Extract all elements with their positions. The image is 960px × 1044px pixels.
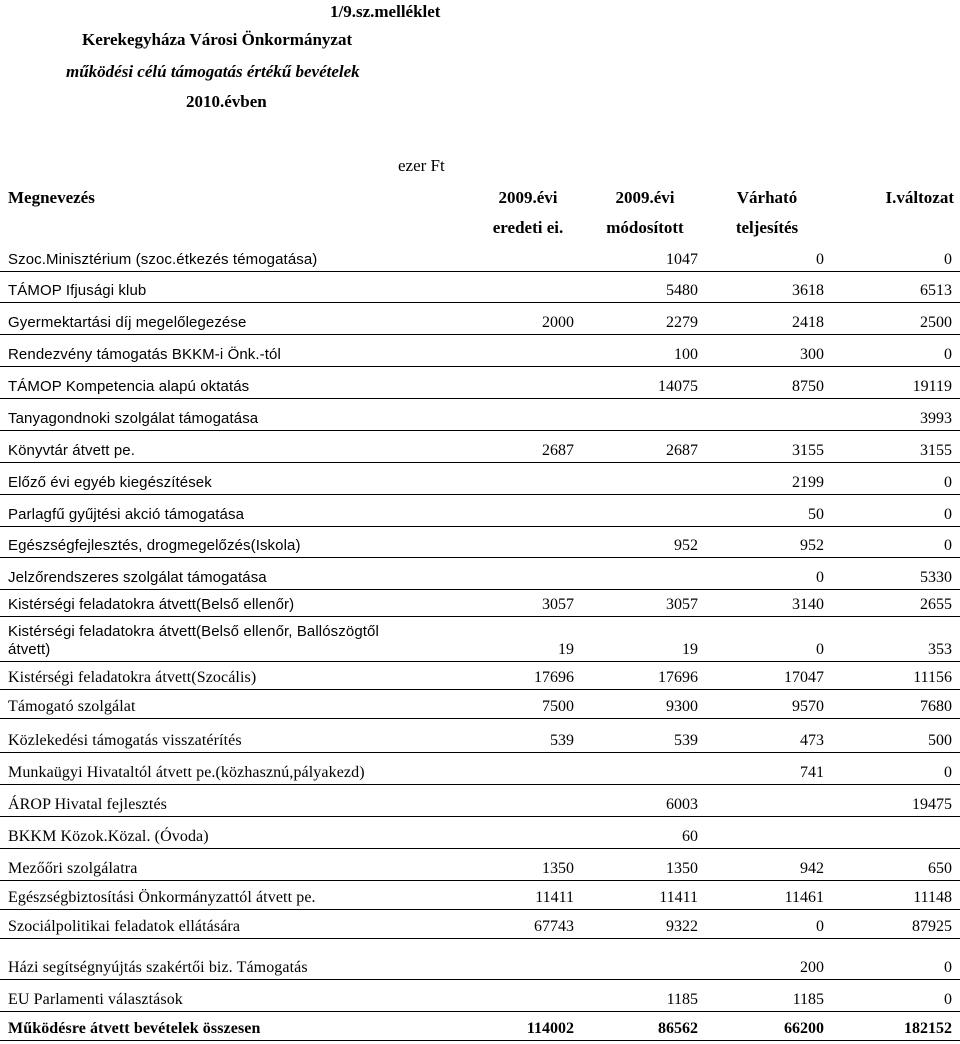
row-label: Egészségfejlesztés, drogmegelőzés(Iskola) — [8, 537, 301, 554]
table-row — [0, 617, 960, 662]
cell-modified: 1185 — [666, 991, 698, 1008]
table-row — [0, 399, 960, 431]
cell-expected: 17047 — [784, 669, 824, 686]
row-label: Házi segítségnyújtás szakértői biz. Támogatás — [8, 959, 308, 976]
row-label: Szoc.Minisztérium (szoc.étkezés témogatása) — [8, 251, 318, 268]
row-label: EU Parlamenti választások — [8, 991, 183, 1008]
cell-expected: 741 — [800, 764, 824, 781]
cell-original: 3057 — [542, 596, 574, 613]
cell-expected: 1185 — [792, 991, 824, 1008]
cell-modified: 14075 — [658, 378, 698, 395]
cell-modified: 1350 — [666, 860, 698, 877]
row-label: Szociálpolitikai feladatok ellátására — [8, 918, 241, 935]
cell-variant: 7680 — [920, 698, 952, 715]
cell-original: 2687 — [542, 442, 574, 459]
row-label: Kistérségi feladatokra átvett(Szocális) — [8, 669, 257, 686]
cell-expected: 300 — [800, 346, 824, 363]
column-header-expected-sub: teljesítés — [735, 218, 799, 237]
cell-modified: 539 — [674, 732, 698, 749]
column-header-modified: 2009.évi — [615, 188, 675, 207]
row-label: Egészségbiztosítási Önkormányzattól átvett pe. — [8, 889, 316, 906]
cell-variant: 19119 — [912, 378, 952, 395]
cell-original: 1350 — [542, 860, 574, 877]
cell-expected: 66200 — [784, 1020, 824, 1037]
table-row — [0, 910, 960, 939]
cell-expected: 3140 — [792, 596, 824, 613]
cell-variant: 3993 — [920, 410, 952, 427]
cell-variant: 182152 — [904, 1020, 952, 1037]
cell-original: 11411 — [535, 889, 574, 906]
cell-variant: 0 — [944, 537, 952, 554]
row-label: Jelzőrendszeres szolgálat támogatása — [8, 569, 267, 586]
cell-expected: 2418 — [792, 314, 824, 331]
document-year: 2010.évben — [186, 92, 267, 111]
cell-modified: 11411 — [659, 889, 698, 906]
row-label: TÁMOP Ifjusági klub — [8, 282, 147, 299]
cell-modified: 86562 — [658, 1020, 698, 1037]
cell-modified: 100 — [674, 346, 698, 363]
cell-modified: 6003 — [666, 796, 698, 813]
unit-label: ezer Ft — [398, 156, 445, 175]
cell-variant: 0 — [944, 764, 952, 781]
table-row — [0, 980, 960, 1012]
row-label — [8, 623, 379, 659]
cell-expected: 3618 — [792, 282, 824, 299]
table-row — [0, 303, 960, 335]
row-label: ÁROP Hivatal fejlesztés — [8, 796, 168, 813]
table-row — [0, 367, 960, 399]
table-row — [0, 558, 960, 590]
cell-variant: 353 — [928, 641, 952, 658]
column-header-variant: I.változat — [885, 188, 954, 207]
cell-expected: 50 — [808, 506, 824, 523]
column-header-original-sub: eredeti ei. — [492, 218, 564, 237]
cell-original: 7500 — [542, 698, 574, 715]
row-label: Működésre átvett bevételek összesen — [8, 1020, 261, 1037]
cell-variant: 500 — [928, 732, 952, 749]
cell-variant: 0 — [944, 251, 952, 268]
row-label: TÁMOP Kompetencia alapú oktatás — [8, 378, 250, 395]
cell-variant: 0 — [944, 346, 952, 363]
cell-original: 67743 — [534, 918, 574, 935]
cell-expected: 0 — [816, 569, 824, 586]
cell-variant: 19475 — [912, 796, 952, 813]
row-label: Támogató szolgálat — [8, 698, 136, 715]
cell-modified: 2687 — [666, 442, 698, 459]
cell-variant: 3155 — [920, 442, 952, 459]
table-row — [0, 272, 960, 303]
table-row — [0, 817, 960, 849]
cell-expected: 952 — [800, 537, 824, 554]
document-subtitle: működési célú támogatás értékű bevételek — [66, 62, 360, 81]
column-header-name: Megnevezés — [8, 188, 95, 207]
table-row — [0, 690, 960, 719]
row-label: Mezőőri szolgálatra — [8, 860, 138, 877]
cell-variant: 11148 — [913, 889, 952, 906]
table-row — [0, 753, 960, 785]
cell-original: 2000 — [542, 314, 574, 331]
row-label: Gyermektartási díj megelőlegezése — [8, 314, 247, 331]
cell-modified: 3057 — [666, 596, 698, 613]
cell-expected: 942 — [800, 860, 824, 877]
cell-variant: 0 — [944, 474, 952, 491]
cell-expected: 0 — [816, 918, 824, 935]
table-row — [0, 463, 960, 495]
cell-variant: 6513 — [920, 282, 952, 299]
cell-modified: 5480 — [666, 282, 698, 299]
cell-expected: 0 — [816, 251, 824, 268]
cell-modified: 1047 — [666, 251, 698, 268]
cell-modified: 9300 — [666, 698, 698, 715]
column-header-original: 2009.évi — [498, 188, 558, 207]
document-title: Kerekegyháza Városi Önkormányzat — [82, 30, 353, 49]
cell-variant: 2655 — [920, 596, 952, 613]
cell-modified: 952 — [674, 537, 698, 554]
table-row — [0, 335, 960, 367]
cell-variant: 0 — [944, 991, 952, 1008]
table-row — [0, 719, 960, 753]
row-label-line1: Kistérségi feladatokra átvett(Belső ellenőr, Ballószögtől — [8, 623, 379, 640]
cell-variant: 0 — [944, 506, 952, 523]
cell-modified: 9322 — [666, 918, 698, 935]
row-label-line2: átvett) — [8, 641, 51, 658]
row-label: Közlekedési támogatás visszatérítés — [8, 732, 242, 749]
row-label: Rendezvény támogatás BKKM-i Önk.-tól — [8, 346, 281, 363]
row-label: Kistérségi feladatokra átvett(Belső ellenőr) — [8, 596, 295, 613]
row-label: Könyvtár átvett pe. — [8, 442, 135, 459]
table-row — [0, 241, 960, 272]
cell-modified: 2279 — [666, 314, 698, 331]
cell-expected: 3155 — [792, 442, 824, 459]
table-row-total — [0, 1012, 960, 1041]
table-row — [0, 939, 960, 980]
cell-expected: 2199 — [792, 474, 824, 491]
row-label: Tanyagondnoki szolgálat támogatása — [8, 410, 259, 427]
cell-modified: 17696 — [658, 669, 698, 686]
table-row — [0, 785, 960, 817]
table-row — [0, 849, 960, 881]
row-label: Előző évi egyéb kiegészítések — [8, 474, 212, 491]
cell-expected: 473 — [800, 732, 824, 749]
cell-original: 114002 — [526, 1020, 574, 1037]
cell-variant: 0 — [944, 959, 952, 976]
cell-original: 17696 — [534, 669, 574, 686]
cell-variant: 11156 — [913, 669, 952, 686]
annex-label: 1/9.sz.melléklet — [330, 2, 441, 21]
cell-variant: 650 — [928, 860, 952, 877]
cell-expected: 8750 — [792, 378, 824, 395]
table-row — [0, 495, 960, 527]
cell-expected: 11461 — [784, 889, 824, 906]
cell-modified: 19 — [682, 641, 698, 658]
cell-variant: 5330 — [920, 569, 952, 586]
row-label: Parlagfű gyűjtési akció támogatása — [8, 506, 245, 523]
cell-modified: 60 — [682, 828, 698, 845]
cell-variant: 2500 — [920, 314, 952, 331]
cell-expected: 9570 — [792, 698, 824, 715]
column-header-expected: Várható — [736, 188, 798, 207]
column-header-modified-sub: módosított — [606, 218, 684, 237]
table-row — [0, 881, 960, 910]
cell-expected: 0 — [816, 641, 824, 658]
cell-original: 539 — [550, 732, 574, 749]
table-row — [0, 662, 960, 690]
row-label: BKKM Közok.Közal. (Óvoda) — [8, 828, 209, 845]
table-row — [0, 431, 960, 463]
table-row — [0, 590, 960, 617]
cell-variant: 87925 — [912, 918, 952, 935]
table-row — [0, 527, 960, 558]
cell-original: 19 — [558, 641, 574, 658]
cell-expected: 200 — [800, 959, 824, 976]
row-label: Munkaügyi Hivataltól átvett pe.(közhasznú,pályakezd) — [8, 764, 365, 781]
